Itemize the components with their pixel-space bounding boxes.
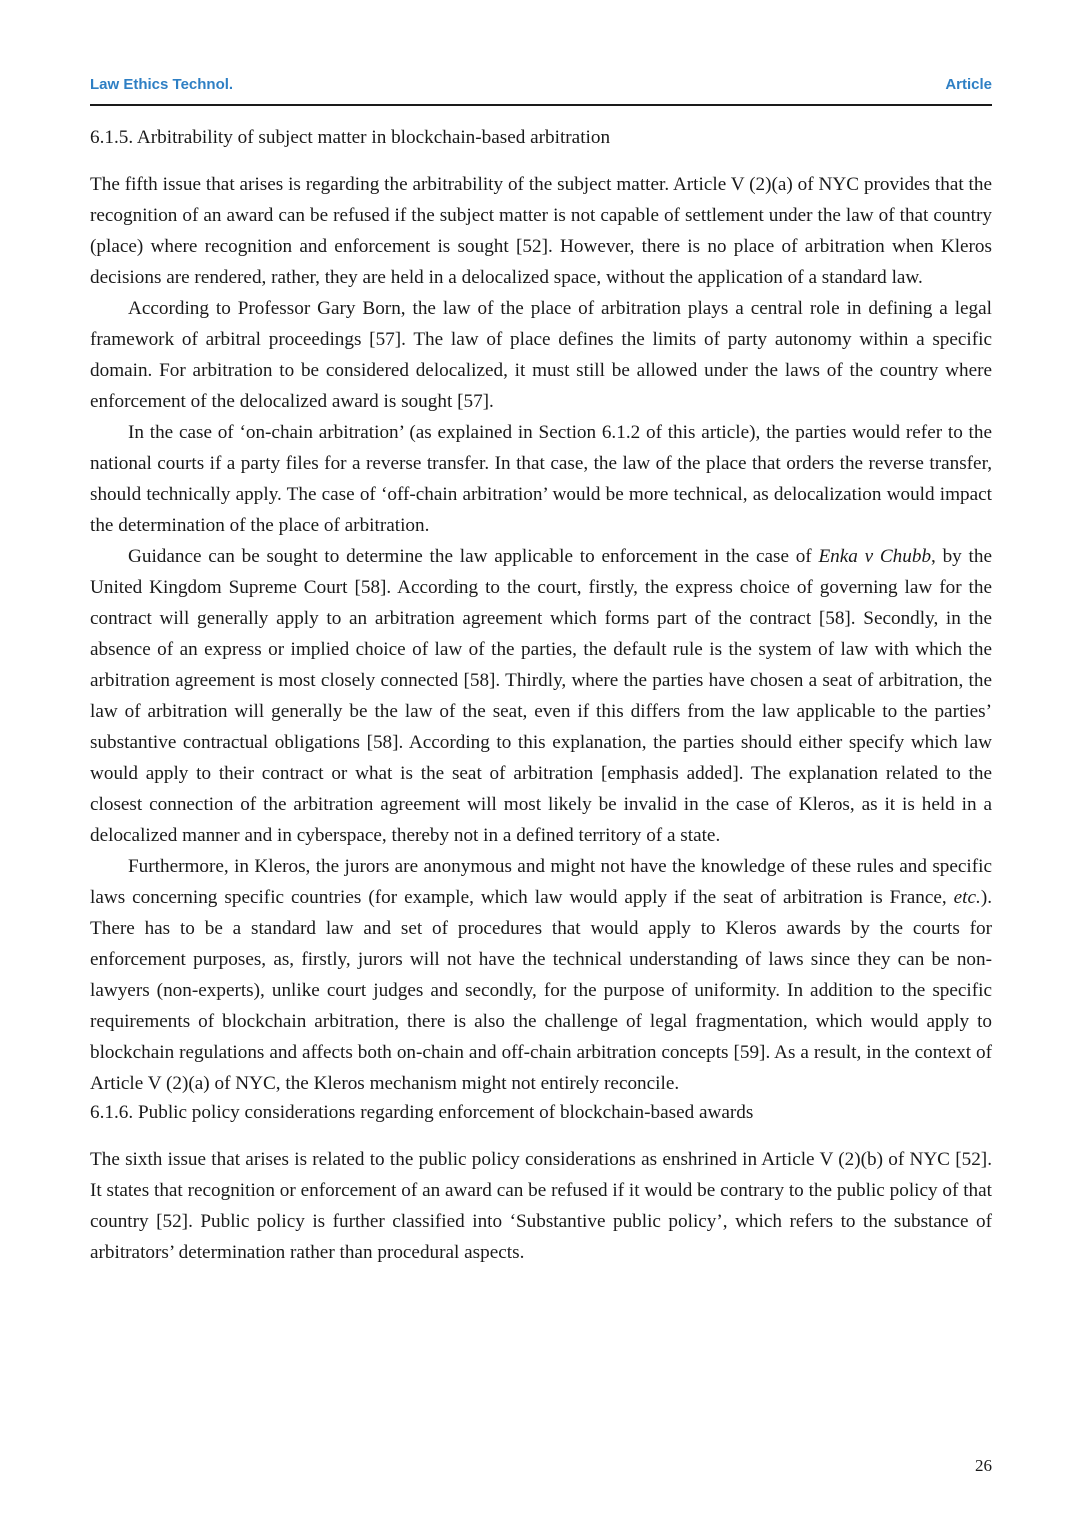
paragraph-5-text-b: ). There has to be a standard law and set of procedures that would apply to Kleros awards by the courts for enforcement purposes, as, firstly, jurors will not have the technical understanding of laws since they can be non-lawyers (non-experts), unlike court judges and secondly, for the purpose of uniformity. In addition to the specific requirements of blockchain arbitration, there is also the challenge of legal fragmentation, which would apply to blockchain regulations and affects both on-chain and off-chain arbitration concepts [59]. As a result, in the context of Article V (2)(a) of NYC, the Kleros mechanism might not entirely reconcile. [90, 887, 992, 1094]
paragraph-4-text-a: Guidance can be sought to determine the law applicable to enforcement in the case of [128, 546, 819, 567]
running-header [90, 76, 992, 106]
etc-abbreviation: etc. [953, 887, 981, 908]
paragraph-6: The sixth issue that arises is related to the public policy considerations as enshrined in Article V (2)(b) of NYC [52]. It states that recognition or enforcement of an award can be refused if it would be contrary to the public policy of that country [52]. Public policy is further classified into ‘Substantive public policy’, which refers to the substance of arbitrators’ determination rather than procedural aspects. [90, 1149, 992, 1263]
paragraph-4-text-b: , by the United Kingdom Supreme Court [58]. According to the court, firstly, the express choice of governing law for the contract will generally apply to an arbitration agreement which forms part of the contract [58]. Secondly, in the absence of an express or implied choice of law of the parties, the default rule is the system of law with which the arbitration agreement is most closely connected [58]. Thirdly, where the parties have chosen a seat of arbitration, the law of arbitration will generally be the law of the seat, even if this differs from the law applicable to the parties’ substantive contractual obligations [58]. According to this explanation, the parties should either specify which law would apply to their contract or what is the seat of arbitration [emphasis added]. The explanation related to the closest connection of the arbitration agreement will most likely be invalid in the case of Kleros, as it is held in a delocalized manner and in cyberspace, thereby not in a defined territory of a state. [90, 546, 992, 846]
paragraph-1: The fifth issue that arises is regarding the arbitrability of the subject matter. Article V (2)(a) of NYC provides that the recognition of an award can be refused if the subject matter is not capable of settlement under the law of that country (place) where recognition and enforcement is sought [52]. However, there is no place of arbitration when Kleros decisions are rendered, rather, they are held in a delocalized space, without the application of a standard law. [90, 174, 992, 288]
paragraph-3: In the case of ‘on-chain arbitration’ (as explained in Section 6.1.2 of this article), the parties would refer to the national courts if a party files for a reverse transfer. In that case, the law of the place that orders the reverse transfer, should technically apply. The case of ‘off-chain arbitration’ would be more technical, as delocalization would impact the determination of the place of arbitration. [90, 422, 992, 536]
case-name-enka-v-chubb: Enka v Chubb [818, 546, 932, 567]
page-body [90, 124, 992, 1268]
page-number: 26 [975, 1456, 992, 1475]
journal-name: Law Ethics Technol. [90, 76, 234, 93]
paragraph-4 [90, 541, 992, 851]
article-type: Article [945, 76, 992, 93]
paragraph-5-text-a: Furthermore, in Kleros, the jurors are anonymous and might not have the knowledge of these rules and specific laws concerning specific countries (for example, which law would apply if the seat of arbitration is France, [90, 856, 992, 908]
section-heading-6-1-6: 6.1.6. Public policy considerations regarding enforcement of blockchain-based awards [90, 1102, 754, 1123]
paragraph-2: According to Professor Gary Born, the law of the place of arbitration plays a central role in defining a legal framework of arbitral proceedings [57]. The law of place defines the limits of party autonomy within a specific domain. For arbitration to be considered delocalized, it must still be allowed under the laws of the country where enforcement of the delocalized award is sought [57]. [90, 298, 992, 412]
paragraph-5 [90, 851, 992, 1099]
section-heading-6-1-5: 6.1.5. Arbitrability of subject matter in blockchain-based arbitration [90, 127, 611, 148]
